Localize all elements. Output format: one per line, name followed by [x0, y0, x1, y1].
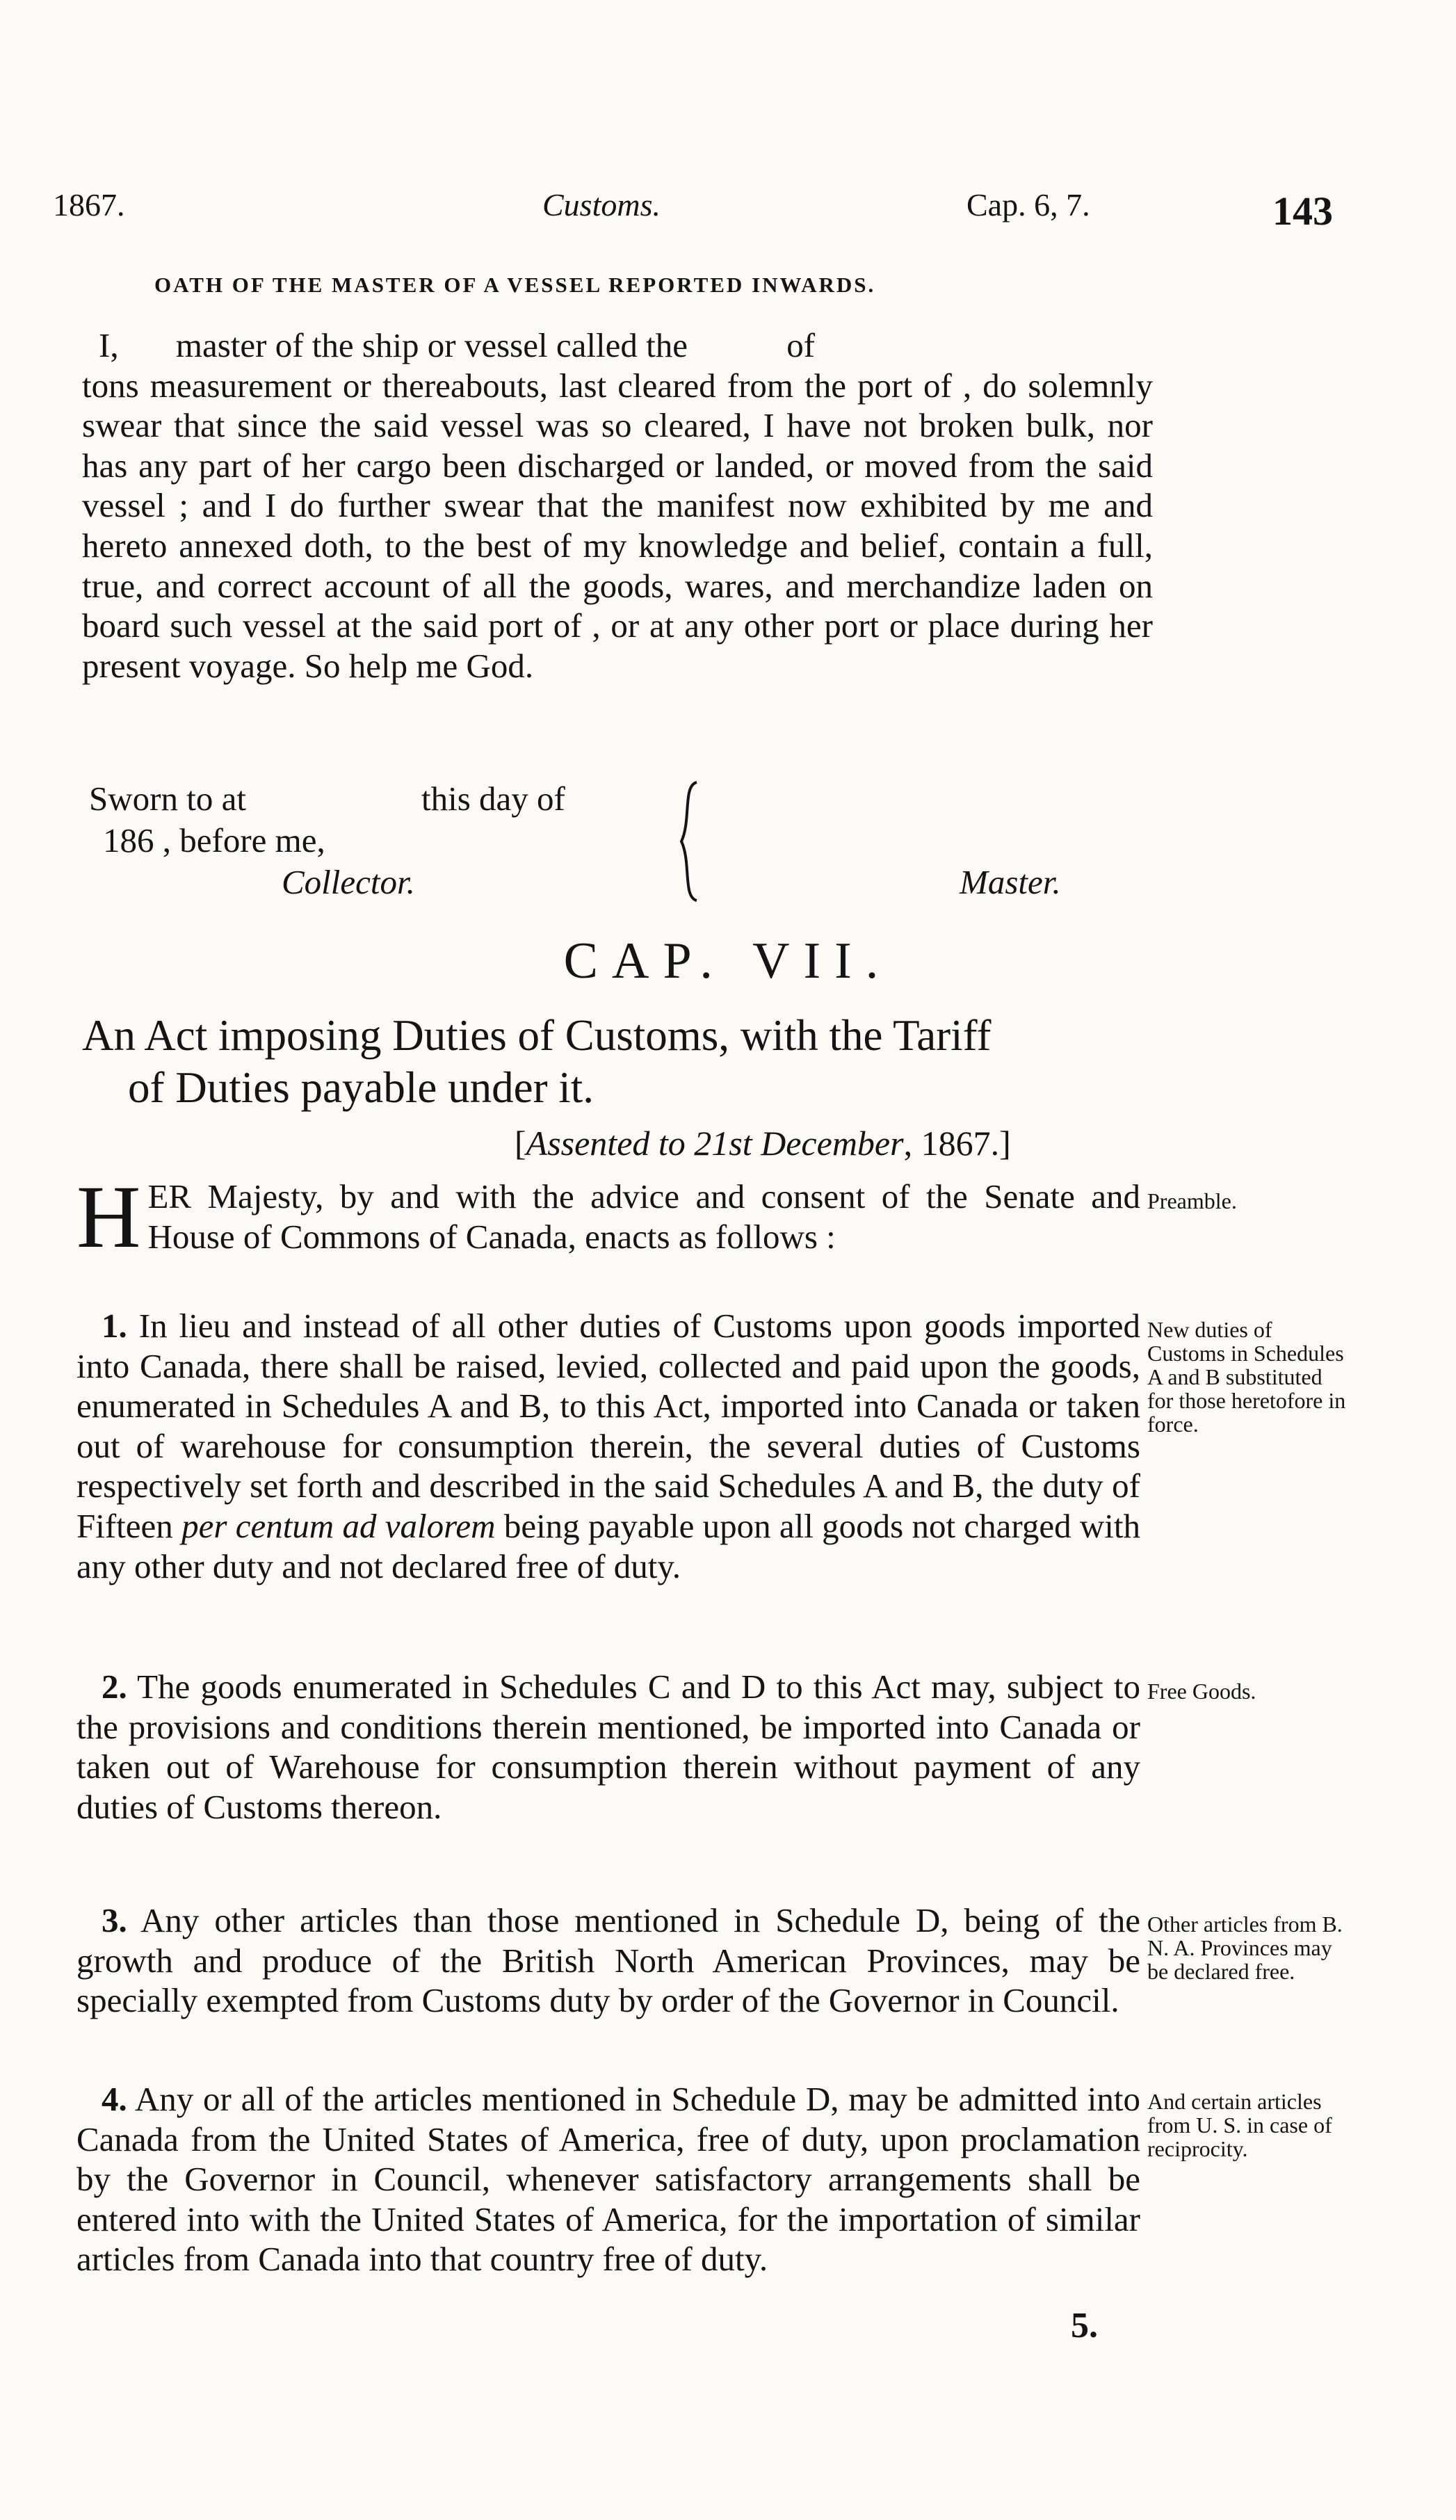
margin-note-section-1: New duties of Customs in Schedules A and B substituted for those heretofore in force. [1147, 1317, 1346, 1437]
oath-first-line: I, master of the ship or vessel called the of [99, 326, 816, 364]
margin-note-section-2: Free Goods. [1147, 1679, 1256, 1704]
margin-note-preamble: Preamble. [1147, 1188, 1237, 1213]
sworn-line-2: 186 , before me, [103, 821, 325, 859]
master-signature: Master. [960, 863, 1061, 901]
catchword: 5. [1071, 2306, 1098, 2345]
assent-date: [Assented to 21st December, 1867.] [515, 1124, 1011, 1163]
oath-text [82, 325, 1153, 686]
section-4: 4. Any or all of the articles mentioned in Schedule D, may be admitted into Canada from the United States of America, free of duty, upon proclamation by the Governor in Council, whenever satisfactory arrangements shall be entered into with the United States of America, for the importation of similar articles from Canada into that country free of duty. [76, 2080, 1140, 2279]
header-chapter: Cap. 6, 7. [966, 187, 1090, 223]
oath-title: OATH OF THE MASTER OF A VESSEL REPORTED INWARDS. [154, 273, 876, 297]
margin-note-section-3: Other articles from B. N. A. Provinces may be declared free. [1147, 1912, 1343, 1984]
header-year: 1867. [53, 187, 125, 223]
page-number: 143 [1272, 188, 1333, 234]
brace-icon [676, 779, 704, 921]
section-1: 1. In lieu and instead of all other duties of Customs upon goods imported into Canada, there shall be raised, levied, collected and paid upon the goods, enumerated in Schedules A and B, to this Act, imported into Canada or taken out of warehouse for consumption therein, the several duties of Customs respectively set forth and described in the said Schedules A and B, the duty of Fifteen per centum ad valorem being payable upon all goods not charged with any other duty and not declared free of duty. [76, 1307, 1141, 1585]
preamble-paragraph: H ER Majesty, by and with the advice and consent of the Senate and House of Commons of Canada, enacts as follows : [76, 1168, 1140, 1266]
header-title: Customs. [542, 187, 661, 223]
section-2: 2. The goods enumerated in Schedules C and D to this Act may, subject to the provisions and conditions therein mentioned, be imported into Canada or taken out of Warehouse for consumption therein without payment of any duties of Customs thereon. [76, 1667, 1140, 1826]
chapter-heading: CAP. VII. [563, 932, 893, 990]
act-title: An Act imposing Duties of Customs, with the Tariff of Duties payable under it. [82, 1011, 992, 1112]
section-3: 3. Any other articles than those mentioned in Schedule D, being of the growth and produce of the British North American Provinces, may be specially exempted from Customs duty by order of the Governor in Council. [76, 1901, 1141, 2020]
oath-paragraph: tons measurement or thereabouts, last cleared from the port of , do solemnly swear that since the said vessel was so cleared, I have not broken bulk, nor has any part of her cargo been discharged or landed, or moved from the said vessel ; and I do further swear that the manifest now exhibited by me and hereto annexed doth, to the best of my knowledge and belief, contain a full, true, and correct account of all the goods, wares, and merchandize laden on board such vessel at the said port of , or at any other port or place during her present voyage. So help me God. [82, 366, 1153, 685]
collector-signature: Collector. [282, 863, 415, 901]
margin-note-section-4: And certain articles from U. S. in case of reciprocity. [1147, 2089, 1332, 2161]
drop-cap: H [76, 1168, 141, 1266]
sworn-line-1: Sworn to at this day of [89, 780, 565, 818]
